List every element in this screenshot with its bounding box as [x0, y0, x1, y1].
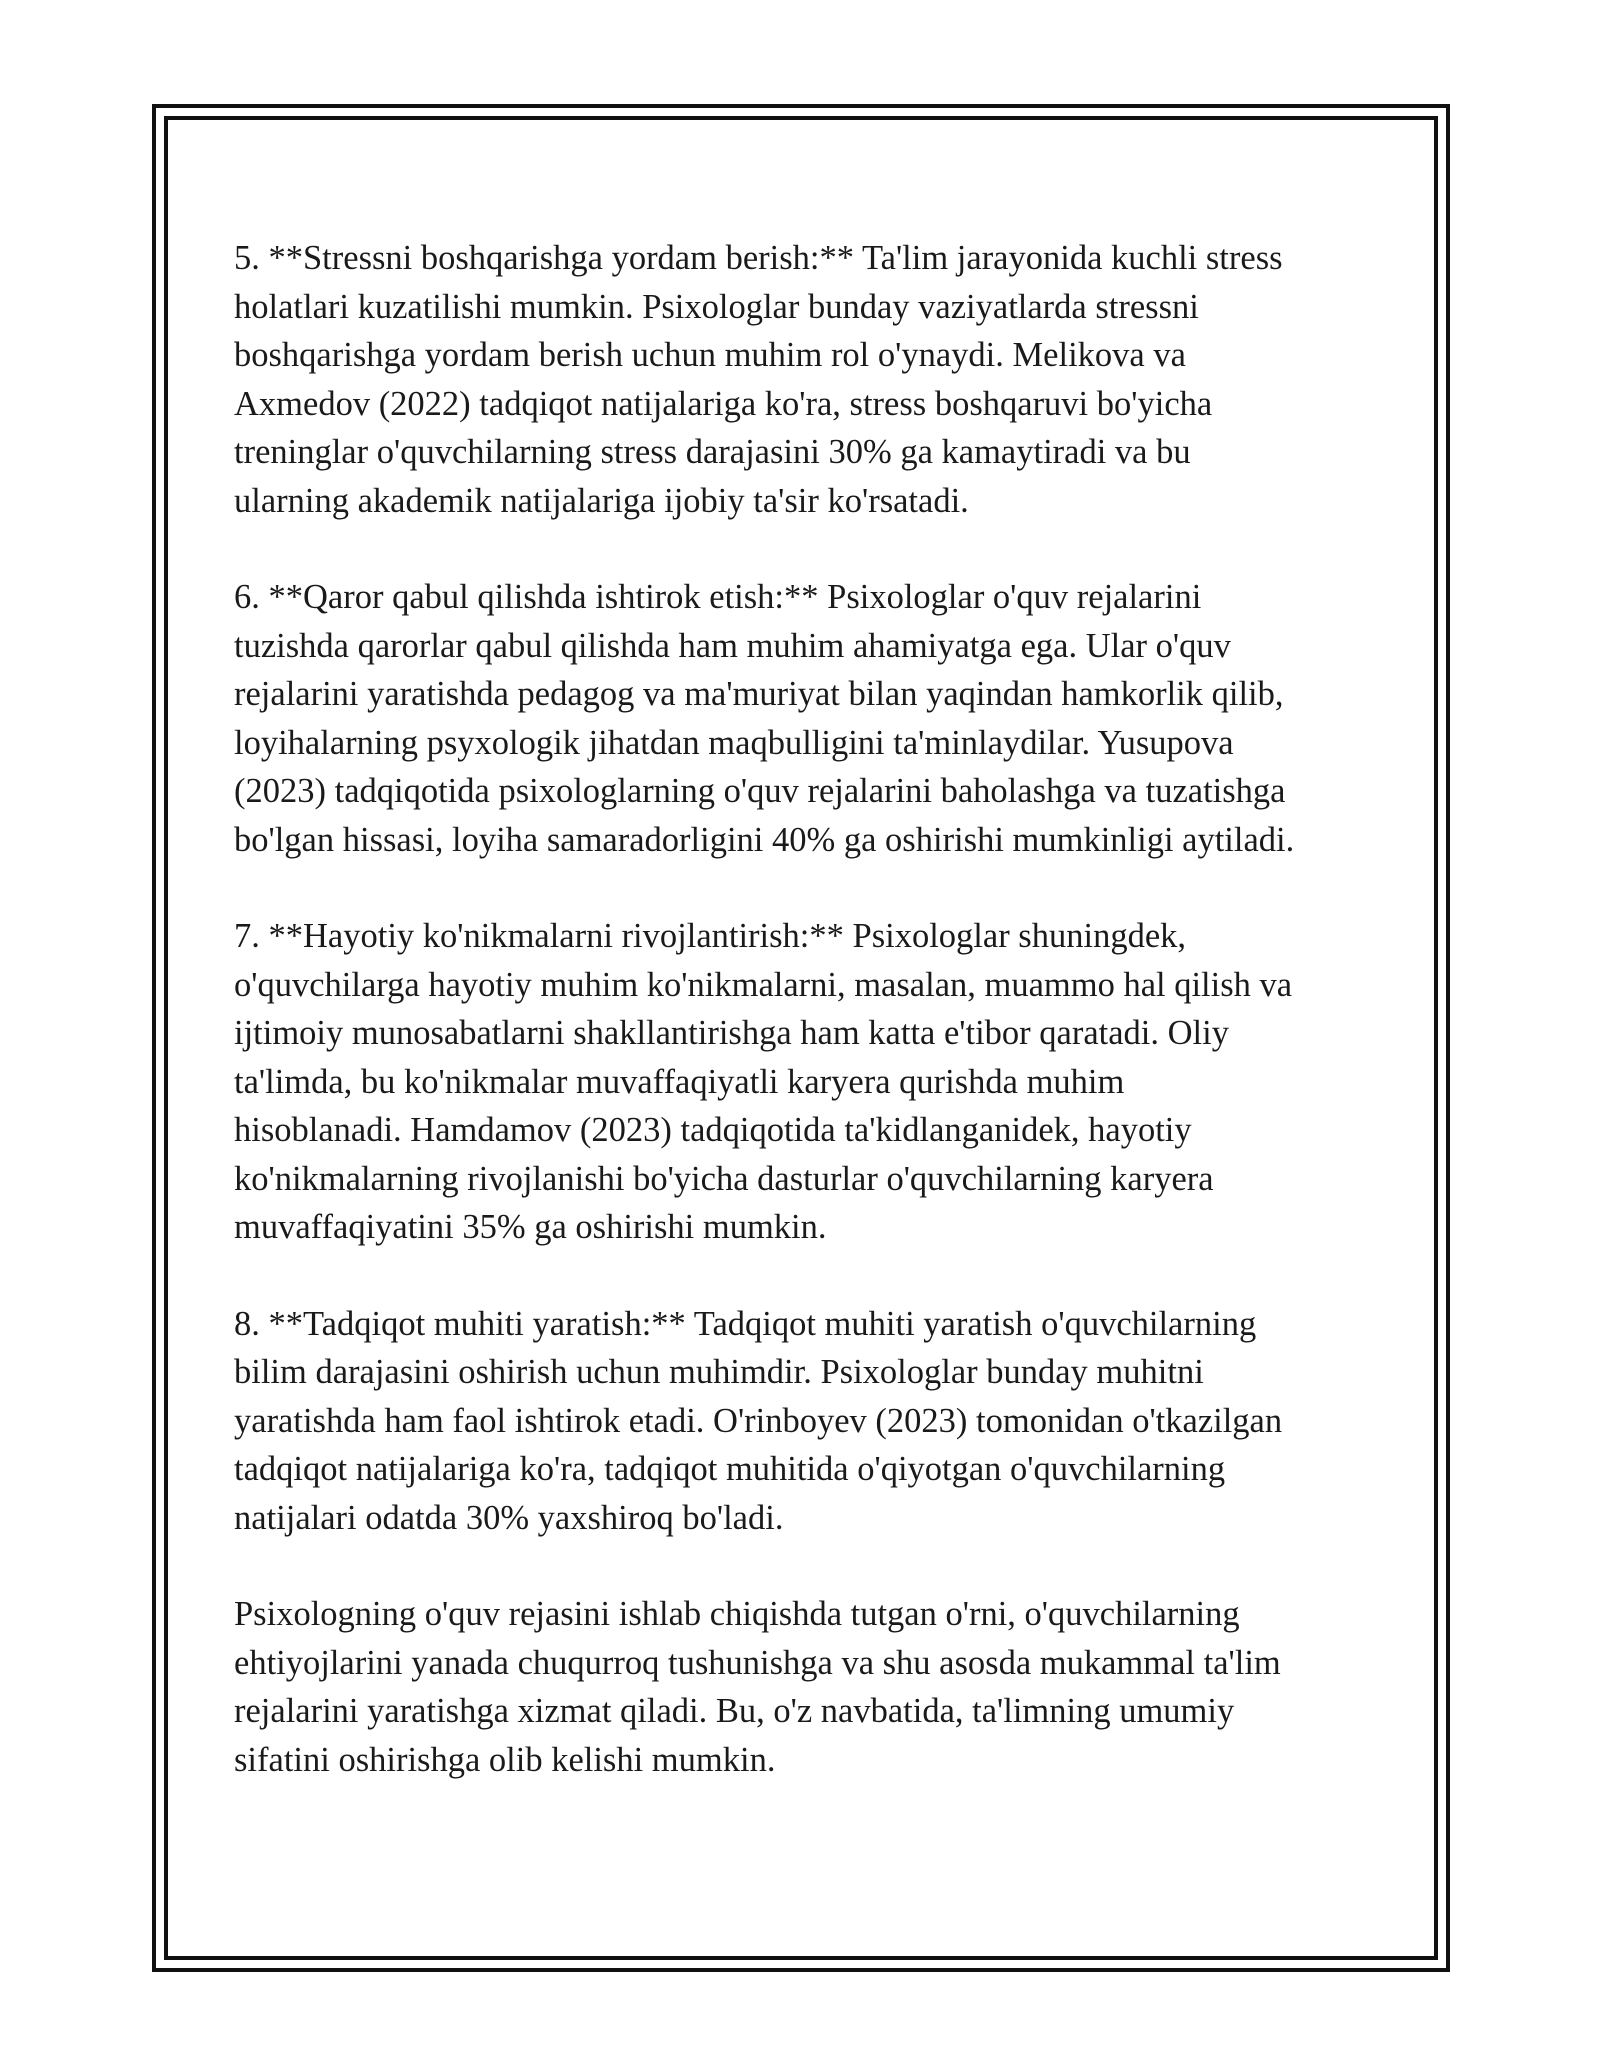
paragraph-stress-management: 5. **Stressni boshqarishga yordam berish:** Ta'lim jarayonida kuchli stress holatlari kuzatilishi mumkin. Psixologlar bunday vaziyatlarda stressni boshqarishga yordam berish uchun muhim rol o'ynaydi. Melikova va Axmedov (2022) tadqiqot natijalariga ko'ra, stress boshqaruvi bo'yicha treninglar o'quvchilarning stress darajasini 30% ga kamaytiradi va bu ularning akademik natijalariga ijobiy ta'sir ko'rsatadi. [234, 239, 1283, 520]
document-body [234, 234, 1374, 1832]
paragraph-life-skills: 7. **Hayotiy ko'nikmalarni rivojlantirish:** Psixologlar shuningdek, o'quvchilarga hayotiy muhim ko'nikmalarni, masalan, muammo hal qilish va ijtimoiy munosabatlarni shakllantirishga ham katta e'tibor qaratadi. Oliy ta'limda, bu ko'nikmalar muvaffaqiyatli karyera qurishda muhim hisoblanadi. Hamdamov (2023) tadqiqotida ta'kidlanganidek, hayotiy ko'nikmalarning rivojlanishi bo'yicha dasturlar o'quvchilarning karyera muvaffaqiyatini 35% ga oshirishi mumkin. [234, 917, 1293, 1246]
paragraph-conclusion: Psixologning o'quv rejasini ishlab chiqishda tutgan o'rni, o'quvchilarning ehtiyojlarini yanada chuqurroq tushunishga va shu asosda mukammal ta'lim rejalarini yaratishga xizmat qiladi. Bu, o'z navbatida, ta'limning umumiy sifatini oshirishga olib kelishi mumkin. [234, 1595, 1281, 1779]
paragraph-decision-making: 6. **Qaror qabul qilishda ishtirok etish:** Psixologlar o'quv rejalarini tuzishda qarorlar qabul qilishda ham muhim ahamiyatga ega. Ular o'quv rejalarini yaratishda pedagog va ma'muriyat bilan yaqindan hamkorlik qilib, loyihalarning psyxologik jihatdan maqbulligini ta'minlaydilar. Yusupova (2023) tadqiqotida psixologlarning o'quv rejalarini baholashga va tuzatishga bo'lgan hissasi, loyiha samaradorligini 40% ga oshirishi mumkinligi aytiladi. [234, 578, 1295, 859]
paragraph-research-environment: 8. **Tadqiqot muhiti yaratish:** Tadqiqot muhiti yaratish o'quvchilarning bilim darajasini oshirish uchun muhimdir. Psixologlar bunday muhitni yaratishda ham faol ishtirok etadi. O'rinboyev (2023) tomonidan o'tkazilgan tadqiqot natijalariga ko'ra, tadqiqot muhitida o'qiyotgan o'quvchilarning natijalari odatda 30% yaxshiroq bo'ladi. [234, 1304, 1283, 1537]
